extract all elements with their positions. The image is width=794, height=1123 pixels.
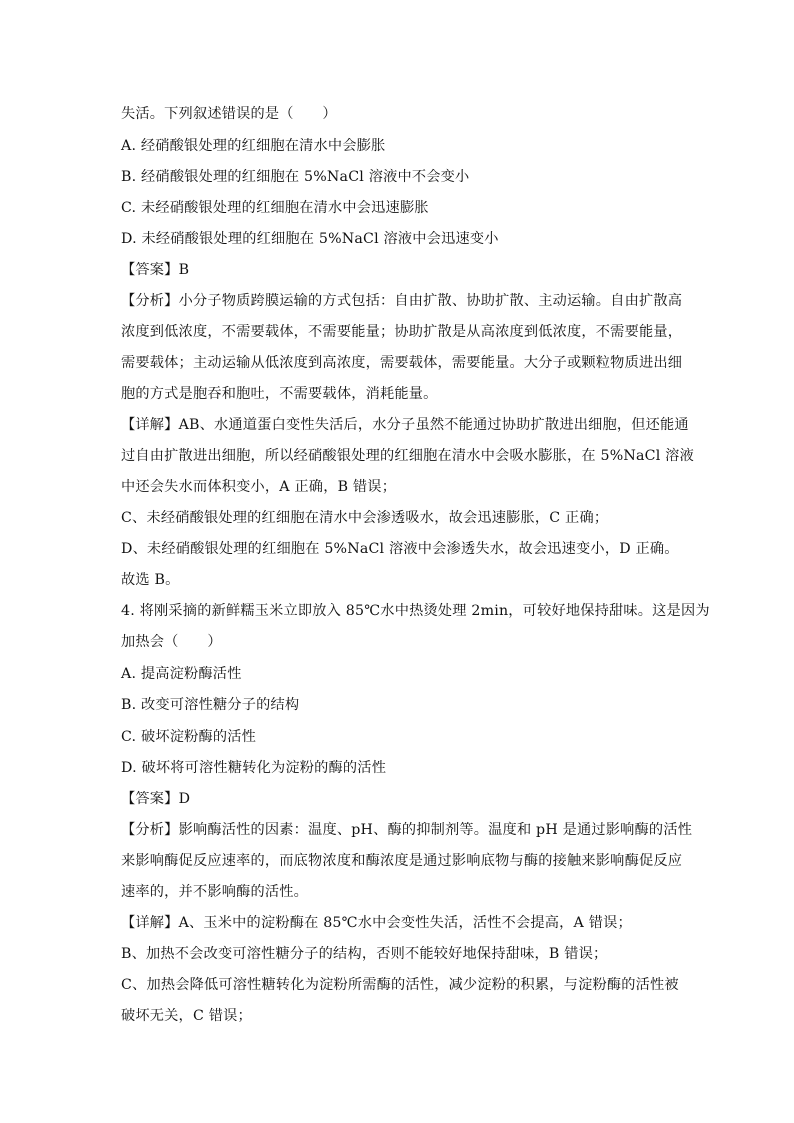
q4-analysis-line-3: 速率的，并不影响酶的活性。 [121, 884, 309, 900]
analysis-text: 小分子物质跨膜运输的方式包括：自由扩散、协助扩散、主动运输。自由扩散高 [178, 293, 683, 309]
q3-analysis-line-4: 胞的方式是胞吞和胞吐，不需要载体，消耗能量。 [121, 386, 438, 402]
detail-text: A、玉米中的淀粉酶在 85℃水中会变性失活，活性不会提高，A 错误； [178, 915, 632, 931]
q3-detail-line-3: 中还会失水而体积变小，A 正确，B 错误； [121, 479, 397, 495]
answer-label: 【答案】 [121, 262, 179, 278]
q3-detail-line-6: 故选 B。 [121, 572, 180, 588]
q4-analysis-line-1 [121, 820, 693, 840]
q4-detail-line-1 [121, 913, 681, 933]
answer-value: B [178, 262, 190, 278]
q4-analysis-line-2: 来影响酶促反应速率的，而底物浓度和酶浓度是通过影响底物与酶的接触来影响酶促反应 [121, 853, 683, 869]
detail-label: 【详解】 [121, 915, 179, 931]
q4-stem-line-1: 4. 将刚采摘的新鲜糯玉米立即放入 85℃水中热烫处理 2min，可较好地保持甜味。这是因为 [121, 603, 710, 619]
q4-option-a: A. 提高淀粉酶活性 [121, 666, 242, 682]
q4-option-c: C. 破坏淀粉酶的活性 [121, 729, 257, 745]
q3-detail-line-1 [121, 415, 689, 435]
q4-detail-line-4: 破坏无关，C 错误； [121, 1008, 252, 1024]
q3-analysis-line-1 [121, 291, 681, 311]
q3-option-d: D. 未经硝酸银处理的红细胞在 5%NaCl 溶液中会迅速变小 [121, 231, 499, 247]
q3-option-a: A. 经硝酸银处理的红细胞在清水中会膨胀 [121, 138, 386, 154]
answer-label: 【答案】 [121, 791, 179, 807]
q4-answer [121, 789, 681, 809]
detail-label: 【详解】 [121, 417, 179, 433]
q3-detail-line-4: C、未经硝酸银处理的红细胞在清水中会渗透吸水，故会迅速膨胀，C 正确； [121, 510, 609, 526]
detail-text: AB、水通道蛋白变性失活后，水分子虽然不能通过协助扩散进出细胞，但还能通 [178, 417, 689, 433]
analysis-text: 影响酶活性的因素：温度、pH、酶的抑制剂等。温度和 pH 是通过影响酶的活性 [178, 822, 693, 838]
q3-answer [121, 260, 681, 280]
analysis-label: 【分析】 [121, 293, 179, 309]
answer-value: D [178, 791, 191, 807]
q3-detail-line-2: 过自由扩散进出细胞，所以经硝酸银处理的红细胞在清水中会吸水膨胀，在 5%NaCl 溶液 [121, 448, 694, 464]
q4-option-b: B. 改变可溶性糖分子的结构 [121, 697, 300, 713]
q3-analysis-line-2: 浓度到低浓度，不需要载体，不需要能量；协助扩散是从高浓度到低浓度，不需要能量， [121, 324, 683, 340]
q4-stem-line-2: 加热会（ ） [121, 634, 222, 650]
q3-detail-line-5: D、未经硝酸银处理的红细胞在 5%NaCl 溶液中会渗透失水，故会迅速变小，D 正确。 [121, 541, 679, 557]
q3-option-b: B. 经硝酸银处理的红细胞在 5%NaCl 溶液中不会变小 [121, 169, 470, 185]
q4-option-d: D. 破坏将可溶性糖转化为淀粉的酶的活性 [121, 760, 387, 776]
q3-analysis-line-3: 需要载体；主动运输从低浓度到高浓度，需要载体，需要能量。大分子或颗粒物质进出细 [121, 355, 683, 371]
q4-detail-line-3: C、加热会降低可溶性糖转化为淀粉所需酶的活性，减少淀粉的积累，与淀粉酶的活性被 [121, 977, 679, 993]
q3-stem-tail: 失活。下列叙述错误的是（ ） [121, 106, 337, 122]
q3-option-c: C. 未经硝酸银处理的红细胞在清水中会迅速膨胀 [121, 200, 429, 216]
analysis-label: 【分析】 [121, 822, 179, 838]
q4-detail-line-2: B、加热不会改变可溶性糖分子的结构，否则不能较好地保持甜味，B 错误； [121, 946, 608, 962]
